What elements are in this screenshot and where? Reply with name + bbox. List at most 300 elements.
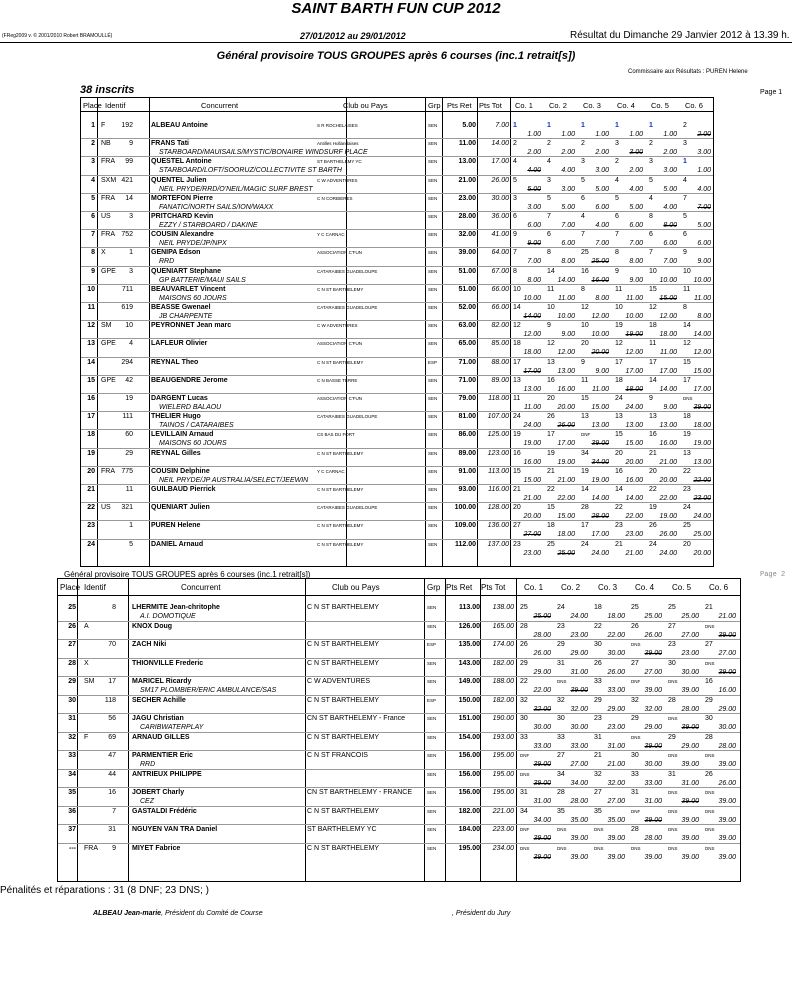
row-place: 36 [68, 807, 76, 815]
row-competitor-name: JOBERT Charly [132, 789, 185, 796]
row-points-total: 182.00 [492, 696, 514, 704]
race-1-rank: 20 [513, 504, 521, 512]
race-committee-signature [93, 910, 263, 917]
race-5-rank: 19 [649, 504, 657, 512]
row-group: SEN [427, 790, 437, 795]
race-1-rank: 34 [520, 807, 528, 815]
race-2-rank: 15 [547, 504, 555, 512]
row-competitor-name: BEAUVARLET Vincent [151, 285, 226, 293]
race-3-points: 5.00 [595, 185, 609, 193]
row-nationality: US [101, 504, 111, 512]
row-points-total: 17.00 [491, 158, 509, 166]
race-1-rank: 33 [520, 733, 528, 741]
race-3-rank: 5 [581, 176, 585, 184]
row-place: 29 [68, 678, 76, 685]
race-2-points: 10.00 [557, 313, 575, 320]
row-club: C N BASSE TERRE [317, 377, 358, 383]
race-1-points: 8.00 [527, 276, 541, 284]
race-2-points: 21.00 [557, 476, 575, 484]
race-2-points: 15.00 [557, 513, 575, 521]
race-4-rank: 33 [631, 770, 639, 778]
race-2-points: 2.00 [561, 149, 575, 157]
row-points-retained: 149.00 [458, 678, 480, 685]
row-club: C N ST BARTHELEMY [307, 733, 380, 741]
race-5-points: 13.00 [659, 422, 677, 430]
race-2-points: 28.00 [570, 798, 588, 805]
col-header-concurrent: Concurrent [201, 101, 239, 110]
race-3-rank: 18 [594, 604, 602, 611]
race-3-points: 31.00 [607, 742, 625, 750]
race-1-rank: 2 [513, 140, 517, 148]
race-3-rank: 19 [581, 467, 589, 475]
row-sail-number: 711 [121, 285, 133, 293]
race-2-rank: DNS [557, 845, 567, 851]
row-place: 2 [91, 140, 95, 148]
row-points-retained: 112.00 [454, 540, 476, 548]
race-5-rank: 21 [649, 449, 657, 457]
row-separator [58, 787, 740, 788]
row-sponsor: EZZY / STARBOARD / DAKINE [159, 222, 258, 229]
race-6-rank: 20 [683, 540, 691, 548]
row-separator [58, 639, 740, 640]
race-1-points: 21.00 [523, 495, 541, 502]
row-points-retained: 11.00 [458, 140, 476, 148]
race-1-rank: 31 [520, 789, 528, 796]
race-1-rank: 17 [513, 358, 521, 366]
race-6-points: 8.00 [697, 313, 711, 320]
race-4-points: 18.00 [625, 385, 643, 393]
row-separator [81, 156, 713, 157]
race-3-rank: 24 [581, 540, 589, 548]
row-sail-number: 56 [108, 715, 116, 722]
race-2-points: 8.00 [561, 258, 575, 266]
row-sail-number: 47 [108, 752, 116, 759]
col-header-race-6: Co. 6 [709, 583, 729, 592]
race-5-points: 28.00 [681, 705, 699, 713]
row-sail-number: 4 [129, 340, 133, 348]
race-5-points: 23.00 [681, 650, 699, 657]
race-2-points: 4.00 [561, 167, 575, 175]
race-1-points: 22.00 [533, 687, 551, 694]
race-2-rank: 29 [557, 641, 565, 648]
row-place: 35 [68, 789, 76, 796]
race-1-points: 7.00 [527, 258, 541, 266]
race-5-points: 6.00 [663, 240, 677, 248]
row-place: 34 [68, 770, 76, 778]
race-2-points: 24.00 [570, 613, 588, 620]
row-separator [58, 676, 740, 677]
race-1-points: 4.00 [527, 167, 541, 175]
race-3-rank: 10 [581, 322, 589, 330]
race-6-points: 14.00 [693, 331, 711, 339]
race-3-points: 17.00 [591, 531, 609, 539]
row-separator [81, 175, 713, 176]
row-sail-number: 321 [121, 504, 133, 512]
row-group: SEN [428, 487, 438, 492]
race-2-points: 34.00 [570, 779, 588, 787]
row-points-total: 88.00 [491, 358, 509, 366]
row-separator [81, 520, 713, 521]
row-group: SEN [428, 541, 438, 547]
race-6-rank: 18 [683, 413, 691, 421]
race-1-rank: 6 [513, 213, 517, 220]
software-credit: (FReg2009 v. © 2001/2010 Robert BRAMOULLÉ) [2, 33, 113, 39]
race-2-rank: 3 [547, 176, 551, 184]
race-6-rank: 24 [683, 504, 691, 512]
race-2-rank: 34 [557, 770, 565, 778]
race-3-rank: 13 [581, 413, 589, 421]
row-sail-number: 3 [129, 267, 133, 275]
row-competitor-name: PUREN Helene [151, 522, 201, 530]
race-4-points: 16.00 [625, 476, 643, 484]
race-6-rank: DNS [705, 753, 715, 758]
race-1-points: 23.00 [523, 549, 541, 557]
race-4-rank: 7 [615, 231, 619, 239]
row-group: SEN [427, 827, 437, 832]
race-3-points: 24.00 [591, 549, 609, 557]
row-sail-number: 111 [122, 413, 133, 421]
race-4-rank: 24 [615, 395, 623, 402]
race-5-points: 29.00 [681, 742, 699, 750]
race-1-rank: 26 [520, 641, 528, 648]
race-5-points: 30.00 [681, 668, 699, 676]
race-6-rank: 2 [683, 122, 687, 129]
row-points-retained: 156.00 [458, 789, 480, 796]
row-club: CATARAIBES GUADELOUPE [317, 268, 378, 274]
race-6-rank: 26 [705, 770, 713, 778]
race-3-points: 6.00 [595, 203, 609, 211]
race-6-points: 2.00 [697, 131, 711, 138]
race-1-points: 16.00 [523, 458, 541, 466]
race-1-rank: 9 [513, 231, 517, 239]
row-club: CATARAIBES GUADELOUPE [317, 305, 378, 310]
race-5-rank: 9 [649, 395, 653, 402]
race-4-rank: 14 [615, 486, 623, 493]
race-6-points: 4.00 [697, 185, 711, 193]
race-2-points: 11.00 [558, 294, 575, 302]
race-2-rank: 32 [557, 696, 565, 704]
row-nationality: F [84, 733, 89, 741]
row-sponsor: CARIBWATERPLAY [140, 724, 204, 731]
row-points-total: 89.00 [491, 376, 509, 384]
race-1-rank: 14 [513, 304, 521, 311]
race-2-rank: 12 [547, 340, 555, 348]
row-points-total: 64.00 [491, 249, 509, 257]
row-sail-number: 44 [108, 770, 116, 778]
row-sail-number: 42 [125, 376, 133, 384]
race-1-rank: 16 [513, 449, 521, 457]
race-2-rank: 33 [557, 733, 565, 741]
race-1-points: 39.00 [533, 835, 551, 842]
race-3-rank: 30 [594, 641, 602, 648]
col-header-race-4: Co. 4 [635, 583, 655, 592]
row-nationality: SM [84, 678, 95, 685]
race-4-rank: 30 [631, 752, 639, 759]
row-sponsor: TAINOS / CATARAIBES [159, 422, 234, 430]
race-1-rank: 13 [513, 376, 521, 384]
race-4-points: 10.00 [625, 313, 643, 320]
row-separator [81, 502, 713, 503]
row-points-total: 36.00 [491, 213, 509, 220]
row-place: 13 [87, 340, 95, 348]
race-1-points: 33.00 [533, 742, 551, 750]
race-4-rank: 22 [615, 504, 623, 512]
race-6-rank: 16 [705, 678, 713, 685]
race-3-points: 9.00 [595, 367, 609, 375]
col-header-race-1: Co. 1 [524, 583, 544, 592]
col-header-race-6: Co. 6 [685, 101, 703, 110]
row-points-retained: 156.00 [458, 752, 480, 759]
race-3-points: 11.00 [592, 385, 609, 393]
race-3-points: 7.00 [595, 240, 609, 248]
race-1-rank: 22 [520, 678, 528, 685]
race-3-rank: 35 [594, 807, 602, 815]
row-group: SEN [427, 660, 437, 666]
race-4-points: 2.00 [629, 167, 643, 175]
race-6-rank: 7 [683, 194, 687, 202]
race-5-points: 24.00 [659, 549, 677, 557]
race-3-points: 8.00 [595, 294, 609, 302]
race-6-rank: 27 [705, 641, 713, 648]
col-header-club: Club ou Pays [332, 583, 380, 592]
race-5-points: 11.00 [660, 349, 677, 357]
row-group: ESP [428, 359, 438, 365]
race-1-points: 29.00 [533, 668, 551, 676]
race-2-points: 20.00 [557, 404, 575, 411]
row-sponsor: SM17 PLOMBIER/ERIC AMBULANCE/SAS [140, 687, 277, 694]
race-2-rank: 6 [547, 231, 551, 239]
table-row [58, 845, 740, 864]
race-1-rank: 32 [520, 696, 528, 704]
jury-title: , Président du Jury [452, 910, 511, 917]
race-6-points: 39.00 [718, 761, 736, 768]
race-6-points: 10.00 [693, 276, 711, 284]
race-2-rank: 20 [547, 395, 555, 402]
row-nationality: GPE [101, 376, 116, 384]
race-2-points: 13.00 [557, 367, 575, 375]
race-1-rank: 27 [513, 522, 521, 530]
row-sponsor: GP BATTERIE/MAUI SAILS [159, 276, 246, 284]
race-2-points: 29.00 [570, 650, 588, 657]
row-club: CN ST BARTHELEMY - France [307, 715, 406, 722]
page-number-1: Page 1 [760, 89, 783, 96]
race-2-rank: 31 [557, 659, 565, 667]
row-sail-number: 1 [129, 249, 133, 257]
race-5-points: 26.00 [659, 531, 677, 539]
col-header-concurrent: Concurrent [181, 583, 221, 592]
row-place: 7 [91, 231, 95, 239]
row-group: SEN [428, 432, 438, 438]
race-3-rank: 11 [581, 376, 589, 384]
row-competitor-name: BEAUGENDRE Jerome [151, 376, 228, 384]
col-header-race-5: Co. 5 [651, 101, 669, 110]
result-timestamp: Résultat du Dimanche 29 Janvier 2012 à 13.39 h. [570, 30, 790, 41]
col-header-pts-tot: Pts Tot [479, 101, 502, 110]
row-group: ESP [427, 642, 437, 647]
row-points-retained: 113.00 [458, 604, 480, 611]
race-6-rank: 17 [683, 376, 691, 384]
race-1-points: 2.00 [527, 149, 541, 157]
race-6-points: 7.00 [697, 203, 711, 211]
row-points-total: 193.00 [492, 733, 514, 741]
race-3-rank: 21 [594, 752, 602, 759]
race-6-rank: DNS [705, 827, 715, 832]
race-1-rank: 25 [520, 604, 528, 611]
race-2-rank: 28 [557, 789, 565, 796]
race-6-points: 39.00 [718, 798, 736, 805]
row-points-retained: 150.00 [458, 696, 480, 704]
race-1-rank: 24 [513, 413, 521, 421]
row-club: C N ST BARTHELEMY [317, 359, 364, 365]
row-points-retained: 135.00 [458, 641, 480, 648]
race-3-points: 20.00 [591, 349, 609, 357]
row-club: C W ADVENTURES [317, 177, 358, 183]
race-5-rank: 8 [649, 213, 653, 220]
row-points-total: 195.00 [492, 752, 514, 759]
race-3-rank: 22 [594, 622, 602, 630]
race-4-rank: 12 [615, 340, 623, 348]
row-points-total: 41.00 [491, 231, 509, 239]
race-5-rank: 13 [649, 413, 657, 421]
row-points-total: 66.00 [491, 304, 509, 311]
row-competitor-name: KNOX Doug [132, 622, 173, 630]
race-4-points: 15.00 [625, 440, 643, 448]
row-competitor-name: GENIPA Edson [151, 249, 201, 257]
race-6-rank: DNS [705, 660, 715, 666]
race-3-points: 2.00 [595, 149, 609, 157]
row-group: SEN [428, 214, 438, 219]
row-sail-number: 5 [129, 540, 133, 548]
header-divider [81, 111, 713, 112]
race-2-rank: 17 [547, 431, 555, 439]
row-sail-number: 775 [121, 467, 133, 475]
race-1-points: 24.00 [523, 422, 541, 430]
race-3-rank: DNS [594, 827, 604, 832]
race-4-points: 21.00 [625, 549, 643, 557]
row-sail-number: 9 [112, 844, 116, 852]
race-5-points: 27.00 [681, 631, 699, 639]
race-1-points: 3.00 [527, 203, 541, 211]
row-club: C N ST BARTHELEMY [307, 844, 380, 852]
row-place: 23 [87, 522, 95, 530]
race-5-rank: 16 [649, 431, 657, 439]
race-1-rank: 30 [520, 715, 528, 722]
race-5-rank: DNS [668, 753, 678, 758]
race-6-points: 12.00 [693, 349, 711, 357]
race-2-rank: 19 [547, 449, 555, 457]
row-group: SEN [427, 771, 437, 777]
row-points-total: 85.00 [491, 340, 509, 348]
race-2-points: 18.00 [557, 531, 575, 539]
race-1-points: 34.00 [533, 816, 551, 824]
row-club: C N ST BARTHELEMY [307, 659, 380, 667]
race-3-points: 25.00 [591, 258, 609, 266]
race-3-points: 30.00 [607, 650, 625, 657]
race-2-points: 17.00 [557, 440, 575, 448]
race-4-rank: 25 [631, 604, 639, 611]
race-5-points: 19.00 [659, 513, 677, 521]
race-6-rank: 14 [683, 322, 691, 330]
race-4-points: 7.00 [629, 240, 643, 248]
row-separator [81, 284, 713, 285]
race-4-points: 39.00 [644, 687, 662, 694]
race-2-points: 7.00 [561, 222, 575, 229]
race-2-rank: 8 [547, 249, 551, 257]
row-sail-number: 1 [129, 522, 133, 530]
row-separator [81, 539, 713, 540]
row-points-retained: 32.00 [458, 231, 476, 239]
row-competitor-name: QUENIART Stephane [151, 267, 222, 275]
race-6-points: 39.00 [718, 853, 736, 861]
row-points-total: 188.00 [492, 678, 514, 685]
race-6-rank: 30 [705, 715, 713, 722]
race-4-rank: 4 [615, 176, 619, 184]
row-place: 18 [87, 431, 95, 439]
race-4-rank: 19 [615, 322, 623, 330]
row-competitor-name: PARMENTIER Eric [132, 752, 193, 759]
race-6-points: 28.00 [718, 742, 736, 750]
race-1-points: 19.00 [523, 440, 541, 448]
row-group: SEN [427, 679, 437, 684]
row-competitor-name: GASTALDI Frédéric [132, 807, 197, 815]
row-place: 8 [91, 249, 95, 257]
race-3-rank: 28 [581, 504, 589, 512]
race-5-points: 39.00 [681, 687, 699, 694]
race-6-points: 26.00 [718, 779, 736, 787]
race-4-points: 28.00 [644, 835, 662, 842]
race-5-rank: 1 [649, 122, 653, 129]
row-group: SEN [427, 753, 437, 758]
race-6-points: 19.00 [693, 440, 711, 448]
race-2-points: 25.00 [557, 549, 575, 557]
results-table-page1 [80, 97, 714, 567]
row-nationality: F [101, 122, 106, 129]
race-2-rank: 4 [547, 158, 551, 166]
race-2-points: 39.00 [570, 835, 588, 842]
race-4-rank: 28 [631, 826, 639, 833]
row-points-retained: 39.00 [458, 249, 476, 257]
race-4-rank: 16 [615, 467, 623, 475]
row-sail-number: 619 [121, 304, 133, 311]
race-1-points: 27.00 [523, 531, 541, 539]
row-place: 14 [87, 358, 95, 366]
race-4-rank: 15 [615, 431, 623, 439]
row-nationality: FRA [101, 231, 115, 239]
row-place: 24 [87, 540, 95, 548]
race-4-rank: 29 [631, 715, 639, 722]
race-3-rank: 15 [581, 395, 589, 402]
race-5-rank: DNS [668, 679, 678, 684]
row-points-total: 26.00 [491, 176, 509, 184]
race-2-points: 39.00 [570, 687, 588, 694]
race-1-points: 5.00 [527, 185, 541, 193]
row-place: 12 [87, 322, 95, 330]
row-club: ASSOCIATION C'FUN [317, 250, 363, 256]
race-6-points: 23.00 [693, 495, 711, 502]
race-4-rank: DNF [631, 679, 641, 684]
row-competitor-name: DARGENT Lucas [151, 395, 208, 402]
race-4-points: 26.00 [644, 631, 662, 639]
race-5-rank: 30 [668, 659, 676, 667]
race-5-points: 31.00 [681, 779, 699, 787]
row-club: C N ST FRANCOIS [307, 752, 368, 759]
row-competitor-name: REYNAL Theo [151, 358, 199, 366]
race-5-rank: 20 [649, 467, 657, 475]
race-4-rank: DNS [631, 845, 641, 851]
row-points-total: 128.00 [487, 504, 509, 512]
col-header-race-2: Co. 2 [561, 583, 581, 592]
row-separator [81, 266, 713, 267]
